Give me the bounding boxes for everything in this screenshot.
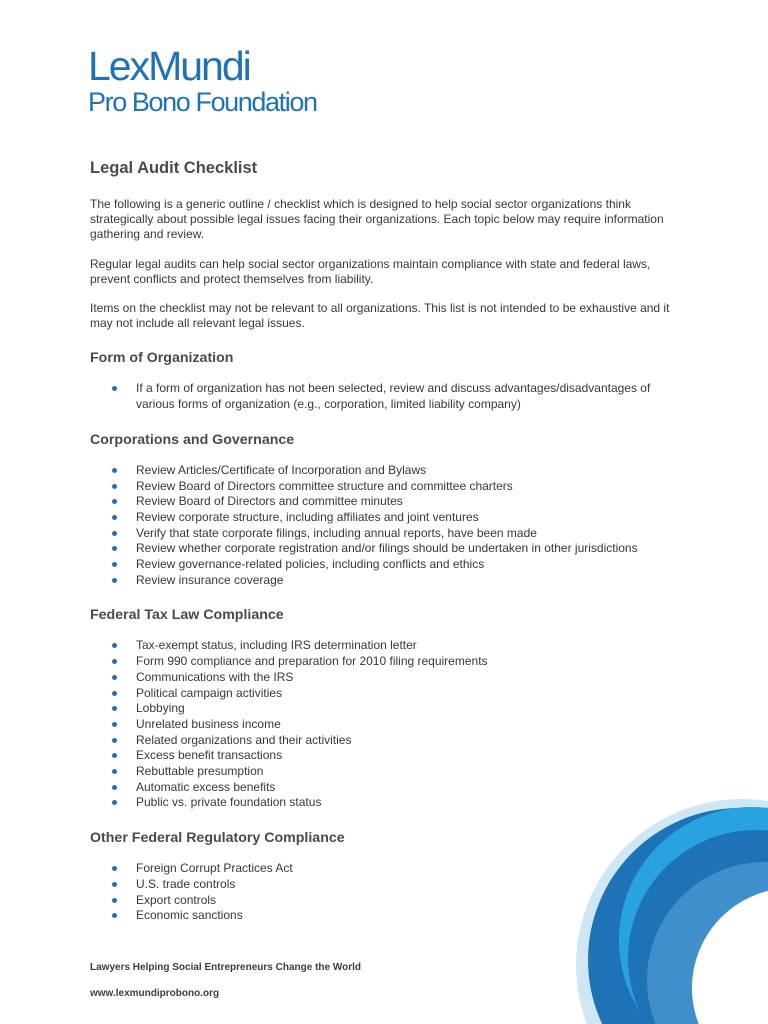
intro-paragraph: The following is a generic outline / checklist which is designed to help social sector organizations think strategically about possible legal issues facing their organizations. Each topic below may require information gathering and review. [90,197,664,242]
bullet-icon [112,753,117,758]
checklist-item [90,557,690,573]
checklist-item [90,670,690,686]
checklist-item-text: Public vs. private foundation status [136,795,322,810]
checklist-item-text: Economic sanctions [136,908,243,923]
bullet-icon [112,898,117,903]
bullet-icon [112,738,117,743]
bullet-icon [112,659,117,664]
section-heading: Other Federal Regulatory Compliance [90,830,345,847]
bullet-icon [112,675,117,680]
checklist-item [90,510,690,526]
bullet-icon [112,546,117,551]
section-form-of-organization [90,349,690,412]
section-heading: Federal Tax Law Compliance [90,607,284,624]
bullet-icon [112,643,117,648]
bullet-icon [112,769,117,774]
checklist-item [90,463,690,479]
bullet-icon [112,562,117,567]
section-federal-tax-law-compliance [90,606,690,811]
intro-paragraph: Regular legal audits can help social sector organizations maintain compliance with state and federal laws, prevent conflicts and protect themselves from liability. [90,256,651,286]
bullet-icon [112,913,117,918]
checklist-item [90,748,690,764]
checklist-item-text: Tax-exempt status, including IRS determination letter [136,638,417,653]
checklist-item [90,764,690,780]
checklist-item-text: Related organizations and their activities [136,732,352,747]
checklist-item-text: Political campaign activities [136,685,283,700]
checklist-item-text: Review whether corporate registration and/or filings should be undertaken in other jurisdictions [136,541,638,556]
checklist-item-text: Automatic excess benefits [136,779,276,794]
checklist-item-text: Rebuttable presumption [136,764,264,779]
lexmundi-logo [88,44,317,116]
checklist-item-text: Communications with the IRS [136,669,294,684]
checklist-item-text: Verify that state corporate filings, including annual reports, have been made [136,525,537,540]
bullet-icon [112,484,117,489]
bullet-icon [112,386,117,391]
checklist-item [90,733,690,749]
checklist-item [90,494,690,510]
bullet-icon [112,706,117,711]
bullet-icon [112,499,117,504]
checklist-item-text: Lobbying [136,701,185,716]
checklist-item [90,479,690,495]
decorative-swoosh-graphic [560,790,768,1024]
checklist-item [90,686,690,702]
checklist-item-text: Export controls [136,892,217,907]
bullet-icon [112,866,117,871]
checklist-item [90,541,690,557]
checklist-item-text: Review Articles/Certificate of Incorporation and Bylaws [136,462,427,477]
intro-paragraph: Items on the checklist may not be relevant to all organizations. This list is not intended to be exhaustive and it may not include all relevant legal issues. [90,301,670,331]
checklist [90,381,690,412]
checklist-item-text: Review corporate structure, including affiliates and joint ventures [136,509,479,524]
checklist-item-text: Review governance-related policies, including conflicts and ethics [136,557,485,572]
bullet-icon [112,691,117,696]
bullet-icon [112,785,117,790]
bullet-icon [112,468,117,473]
bullet-icon [112,515,117,520]
checklist-item [90,638,690,654]
checklist-item-text: U.S. trade controls [136,876,236,891]
checklist-item [90,654,690,670]
checklist-item-text: Excess benefit transactions [136,748,283,763]
bullet-icon [112,531,117,536]
checklist-item-text: Review insurance coverage [136,572,284,587]
checklist-item-text: Review Board of Directors committee structure and committee charters [136,478,513,493]
checklist-item-text: Form 990 compliance and preparation for 2010 filing requirements [136,654,488,669]
page-title: Legal Audit Checklist [90,159,258,177]
checklist-item [90,717,690,733]
bullet-icon [112,722,117,727]
logo-wordmark: LexMundi [88,43,250,89]
checklist-item-text: Foreign Corrupt Practices Act [136,861,293,876]
checklist-item-text: Unrelated business income [136,716,281,731]
footer-url: www.lexmundiprobono.org [90,988,220,999]
checklist-item-text: Review Board of Directors and committee minutes [136,494,403,509]
bullet-icon [112,800,117,805]
checklist-item [90,701,690,717]
checklist-item-text: If a form of organization has not been selected, review and discuss advantages/disadvantages of various forms of organization (e.g., corporation, limited liability company) [136,381,651,412]
checklist-item [90,381,690,412]
logo-subtitle: Pro Bono Foundation [88,87,317,117]
section-heading: Corporations and Governance [90,431,295,448]
checklist [90,463,690,589]
checklist-item [90,526,690,542]
bullet-icon [112,578,117,583]
bullet-icon [112,882,117,887]
footer-tagline: Lawyers Helping Social Entrepreneurs Change the World [90,962,361,973]
section-corporations-and-governance [90,431,690,589]
checklist-item [90,573,690,589]
section-heading: Form of Organization [90,350,234,367]
checklist [90,638,690,811]
